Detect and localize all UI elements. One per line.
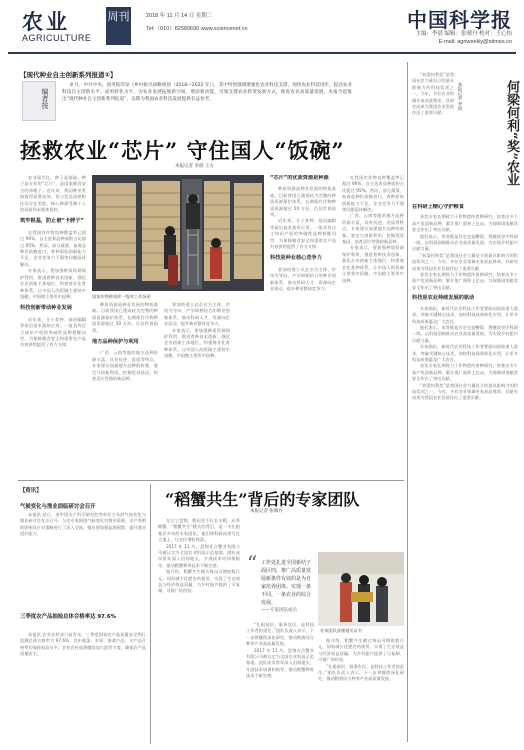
sidebar-p2-c: 获奖专家长期致力于作物遗传育种研究，培育出多个高产优质新品种，累计推广面积上亿亩，为保障国家粮食安全作出了突出贡献。 — [412, 363, 518, 382]
section-title-en: AGRICULTURE — [22, 33, 92, 43]
sidebar-subhead-1: 在科研上精心守护粮食 — [412, 204, 464, 210]
header-rule — [8, 52, 516, 54]
award-ceremony-illustration — [318, 552, 404, 626]
sidebar-p2-b: 获奖专家长期致力于作物遗传育种研究，培育出多个高产优质新品种，累计推广面积上亿亩，为保障国家粮食安全作出了突出贡献。 — [412, 272, 518, 290]
lead-intro — [62, 82, 352, 126]
brief2-title-text: 三季度农产品抽检总体合格率达 97.6% — [20, 614, 117, 620]
article2-col2 — [246, 622, 314, 744]
series-label: 【现代种业自主创新系列报道①】 — [20, 71, 117, 79]
second-byline: 本报记者 张晴丹 — [250, 509, 283, 514]
article1-p4: 种质资源是种业发展的物质基础。目前我国已建成较为完整的种质资源保护体系，长期保存作物种质资源超过 50 万份，位居世界前列。 — [92, 302, 158, 333]
divider-middle — [18, 480, 404, 481]
article1-p4-col4: 种质资源是种业发展的物质基础。目前我国已建成较为完整的种质资源保护体系，长期保存作物种质资源超过 50 万份，位居世界前列。 — [270, 186, 336, 218]
editors-line: 主编：李晨 编辑：张晴丹 校对：王心怡 — [415, 31, 512, 37]
article1-p6: 要加快建立以企业为主体、市场为导向、产学研相结合的种业创新体系，推动科研人才、资源向企业流动，提升种业整体竞争力。 — [164, 302, 230, 327]
brief1-text — [20, 512, 146, 610]
article1-col1 — [20, 175, 86, 485]
article2-p1: 在辽宁盘锦，稻田里不仅长水稻，还养螃蟹。“稻蟹共生”模式的背后，是一支扎根基层多年的专家团队。他们将科研成果写在大地上，让农民增收致富。 — [158, 518, 240, 543]
briefs-section-label: 资讯 — [25, 488, 37, 494]
editorial-meta — [415, 30, 512, 46]
issue-website: www.sciencenet.cn — [200, 26, 248, 32]
article1-col3 — [164, 302, 230, 485]
article1-subhead-1: 筑牢根基，防止被“卡脖子” — [20, 218, 84, 225]
article1-subhead-5: 科技是种业核心竞争力 — [270, 255, 322, 262]
sidebar-p2: 获奖专家长期致力于作物遗传育种研究，培育出多个高产优质新品种，累计推广面积上亿亩，为保障国家粮食安全作出了突出贡献。 — [412, 214, 518, 233]
second-headline: “稻蟹共生”背后的专家团队 — [165, 490, 360, 509]
article1-p1-col5: 在我国农作物良种覆盖率已超过 96%，自主选育品种面积占比超过 95%。然而，部分蔬菜、畜禽品种仍依赖进口，育种原始创新能力不足、企业竞争力不强等问题亟待解决。 — [342, 175, 404, 213]
sidebar-p3-b: 他们表示，荣誉既是肯定也是鞭策，将继续坚守科研一线，以科技创新推动农业高质量发展，为实现乡村振兴贡献力量。 — [412, 324, 518, 343]
series-label-text: 现代种业自主创新系列报道① — [26, 71, 111, 79]
photo2-caption: 专家团队获颁相关证书 — [320, 628, 362, 633]
article1-col2 — [92, 302, 158, 485]
lead-intro-text: 8 月，中共中央、国务院印发《乡村振兴战略规划（2018—2022 年）》，其中特别强调要强化农业科技支撑，加快农业科技进步。提高农业科技自主创新水平、成果转化水平，为农业发展拓展新空间、增添新动能，引领支撑农业转变发展方式，推进农业高质量发展。本报今起推出“现代种业自主创新系列报道”，以期为我国农业科技发展提供有益参考。 — [62, 83, 352, 102]
main-byline: 本报记者 李晨 王方 — [175, 164, 214, 169]
article1-p2-col3: 专家表示，要加强种质资源保护利用，推进育种技术创新，强化企业创新主体地位，构建商业化育种体系，让中国人的饭碗主要装中国粮，中国粮主要用中国种。 — [164, 327, 230, 359]
article1-subhead-3: “芯片”的优质资源是种源 — [270, 175, 329, 181]
sidebar-body — [412, 204, 518, 744]
article2-p2-col2: 2017 年 11 月，盘锦光合蟹业有限公司被认定为全国农业科技示范基地。团队成员常年深入田间地头，开展技术培训和指导，推动稻蟹种养技术不断完善。 — [246, 647, 314, 679]
editor-note-label: 编者按 — [41, 88, 49, 109]
article1-p5-col5: 广西、云南等地的地方品种资源丰富，具有抗逆、优质等特点。专家建议加强地方品种的收集、鉴定与创新利用，挖掘优异基因，培育适应性强的新品种。 — [342, 213, 404, 245]
article1-p6-col4: 要加快建立以企业为主体、市场为导向、产学研相结合的种业创新体系，推动科研人才、资源向企业流动，提升种业整体竞争力。 — [270, 266, 336, 292]
briefs-section-title: 【资讯】 — [20, 488, 42, 494]
brief1-title: 气候变化与渔业面临研讨会召开 — [20, 504, 96, 510]
article2-col1 — [158, 518, 240, 744]
article2-col3 — [318, 638, 404, 744]
article1-p3: 近年来，分子育种、基因编辑等前沿技术加快应用，一批具有自主知识产权的突破性品种相继问世，为保障粮食安全和重要农产品有效供给提供了有力支撑。 — [20, 316, 86, 348]
article2-p3-col3: 据介绍，稻蟹共生模式每亩可增收数百元，同时减少化肥农药使用，实现了生态效益与经济效益双赢，为乡村振兴提供了可复制、可推广的经验。 — [318, 638, 404, 663]
issue-date: 2018 年 11 月 14 日 星期三 — [146, 13, 213, 19]
article1-col5 — [342, 175, 404, 485]
article2-p3: 据介绍，稻蟹共生模式每亩可增收数百元，同时减少化肥农药使用，实现了生态效益与经济效益双赢，为乡村振兴提供了可复制、可推广的经验。 — [158, 569, 240, 594]
section-title: 农业 — [22, 9, 70, 34]
pull-quote — [247, 551, 315, 615]
article2-p4-col3: “扎根基层，服务农民，是科技工作者的责任。”团队负责人表示，下一步将继续深化研究，推动稻渔综合种养产业高质量发展。 — [318, 663, 404, 682]
sidebar-p4-b: 专家指出，新时代农业科技工作者要面向国家重大需求，突破关键核心技术，加快科技成果转化应用，让更多科技成果惠及广大农民。 — [412, 344, 518, 362]
divider-sidebar — [407, 62, 408, 742]
sidebar-p1-b: “何梁何利奖”是我国社会力量设立的最具影响力的科技奖项之一。今年，多位农业领域专家获此殊荣，其研究成果为我国农业发展作出了重要贡献。 — [412, 252, 518, 271]
issue-contact — [146, 23, 296, 36]
brief2-body: 本报讯 农业农村部日前发布，三季度国家农产品质量安全例行监测总体合格率为 97.6%，其中蔬菜、水果、畜禽产品、水产品合格率均保持较高水平。农业农村部将继续加大监管力度，确保农产品质量安全。 — [20, 632, 146, 657]
article1-p2: 专家表示，要加强种质资源保护利用，推进育种技术创新，强化企业创新主体地位，构建商业化育种体系，让中国人的饭碗主要装中国粮，中国粮主要用中国种。 — [20, 268, 86, 299]
sidebar-subhead-2: 科技是农业持续发展的驱动 — [412, 295, 475, 302]
award-photo — [318, 552, 404, 626]
article2-p4: “扎根基层，服务农民，是科技工作者的责任。”团队负责人表示，下一步将继续深化研究，推动稻渔综合种养产业高质量发展。 — [246, 622, 314, 647]
quote-mark-icon: “ — [247, 551, 258, 575]
main-headline: 拯救农业“芯片” 守住国人“饭碗” — [20, 138, 345, 163]
editor-note-badge — [22, 81, 56, 121]
sidebar-p4: 专家指出，新时代农业科技工作者要面向国家重大需求，突破关键核心技术，加快科技成果转化应用，让更多科技成果惠及广大农民。 — [412, 305, 518, 324]
article1-subhead-2: 科技创新带动种业发展 — [20, 305, 72, 312]
brief2-text — [20, 632, 146, 744]
divider-briefs — [150, 484, 151, 744]
newspaper-masthead: 中国科学报 — [407, 8, 512, 32]
issue-phone: Tel:（010）82580690 — [146, 26, 200, 32]
brief2-title — [20, 613, 146, 621]
weekly-badge: 周刊 — [106, 7, 131, 45]
editorial-email: E-mail: agriweekly@stimes.cn — [438, 39, 512, 45]
sidebar-headline: 何梁何利“奖”农业 — [504, 80, 519, 186]
article1-p2-col5: 专家表示，要加强种质资源保护利用，推进育种技术创新，强化企业创新主体地位，构建商业化育种体系，让中国人的饭碗主要装中国粮，中国粮主要用中国种。 — [342, 245, 404, 283]
pull-quote-text: 工作处扎进全国新结子面区四，推广高质量发展新条件有效的是为自家培养团体。实现一条不同、一条农业的综合发展。 — [261, 560, 312, 606]
article1-p3-col4: 近年来，分子育种、基因编辑等前沿技术加快应用，一批具有自主知识产权的突破性品种相继问世，为保障粮食安全和重要农产品有效供给提供了有力支撑。 — [270, 218, 336, 250]
article2-p2: 2017 年 11 月，盘锦光合蟹业有限公司被认定为全国农业科技示范基地。团队成员常年深入田间地头，开展技术培训和指导，推动稻蟹种养技术不断完善。 — [158, 543, 240, 568]
sidebar-p3: 他们表示，荣誉既是肯定也是鞭策，将继续坚守科研一线，以科技创新推动农业高质量发展，为实现乡村振兴贡献力量。 — [412, 233, 518, 252]
brief1-body: 本报讯 近日，由中国水产科学研究院等单位主办的气候变化与渔业研讨会在京召开。与会专家围绕气候变化对渔业资源、水产养殖的影响及应对策略进行了深入交流，提出要加强监测预警，提升渔业适应能力。 — [20, 512, 146, 537]
seed-bank-photo — [92, 175, 264, 291]
photo1-caption: 国家作物种质库一级库工作场景 — [92, 294, 151, 299]
page-header — [0, 0, 524, 52]
article1-intro: 农业现代化，种子是基础。种子是农业的“芯片”，是国家粮食安全的命根子。近年来，我国种业发展取得显著成效，但与发达国家相比仍存在差距，核心种源受制于人的局面尚未根本扭转。 — [20, 175, 86, 213]
article1-col4 — [270, 175, 336, 485]
pull-quote-attribution: ——专家团队成员 — [261, 608, 297, 613]
sidebar-col — [412, 72, 454, 200]
sidebar-p1-c: “何梁何利奖”是我国社会力量设立的最具影响力的科技奖项之一。今年，多位农业领域专家获此殊荣，其研究成果为我国农业发展作出了重要贡献。 — [412, 382, 518, 401]
article1-p5: 广西、云南等地的地方品种资源丰富，具有抗逆、优质等特点。专家建议加强地方品种的收集、鉴定与创新利用，挖掘优异基因，培育适应性强的新品种。 — [92, 350, 158, 382]
article1-p1: 在我国农作物良种覆盖率已超过 96%，自主选育品种面积占比超过 95%。然而，部分蔬菜、畜禽品种仍依赖进口，育种原始创新能力不足、企业竞争力不强等问题亟待解决。 — [20, 229, 86, 267]
article1-subhead-4: 地方品种保护与利用 — [92, 339, 139, 346]
sidebar-byline: 本报记者 李晨 — [457, 82, 462, 111]
issue-meta — [146, 10, 296, 36]
sidebar-p1: “何梁何利奖”是我国社会力量设立的最具影响力的科技奖项之一。今年，多位农业领域专家获此殊荣，其研究成果为我国农业发展作出了重要贡献。 — [412, 72, 454, 116]
seed-bank-illustration — [92, 175, 264, 291]
